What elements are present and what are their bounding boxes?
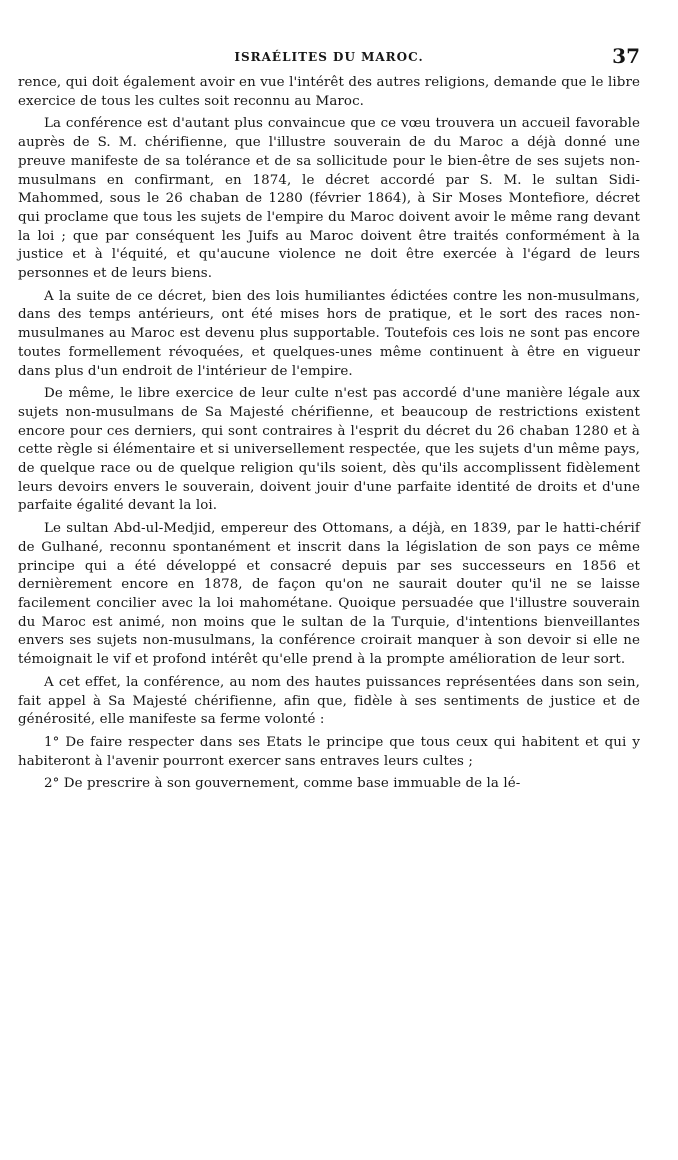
paragraph: De même, le libre exercice de leur culte n'est pas accordé d'une manière légale aux sujets non-musulmans de Sa Majesté chérifienne, et beaucoup de restrictions existent encore pour ces derniers, qui sont contraires à l'esprit du décret du 26 chaban 1280 et à cette règle si élémentaire et si universellement respectée, que les sujets d'un même pays, de quelque race ou de quelque religion qu'ils soient, dès qu'ils accomplissent fidèlement leurs devoirs envers le souverain, doivent jouir d'une parfaite identité de droits et d'une parfaite égalité devant la loi. <box>18 386 640 514</box>
paragraph: La conférence est d'autant plus convaincue que ce vœu trouvera un accueil favorable auprès de S. M. chérifienne, que l'illustre souverain de du Maroc a déjà donné une preuve manifeste de sa tolérance et de sa sollicitude pour le bien-être de ses sujets non-musulmans en confirmant, en 1874, le décret accordé par S. M. le sultan Sidi-Mahommed, sous le 26 chaban de 1280 (février 1864), à Sir Moses Montefiore, décret qui proclame que tous les sujets de l'empire du Maroc doivent avoir le même rang devant la loi ; que par conséquent les Juifs au Maroc doivent être traités conformément à la justice et à l'équité, et qu'aucune violence ne doit être exercée à l'égard de leurs personnes et de leurs biens. <box>18 116 640 282</box>
book-page <box>18 40 640 798</box>
paragraph: Le sultan Abd-ul-Medjid, empereur des Ottomans, a déjà, en 1839, par le hatti-chérif de Gulhané, reconnu spontanément et inscrit dans la législation de son pays ce même principe qui a été développé et consacré depuis par ses successeurs en 1856 et dernièrement encore en 1878, de façon qu'on ne saurait douter qu'il ne se laisse facilement concilier avec la loi mahométane. Quoique persuadée que l'illustre souverain du Maroc est animé, non moins que le sultan de la Turquie, d'intentions bienveillantes envers ses sujets non-musulmans, la conférence croirait manquer à son devoir si elle ne témoignait le vif et profond intérêt qu'elle prend à la prompte amélioration de leur sort. <box>18 521 640 668</box>
list-item: 2° De prescrire à son gouvernement, comme base immuable de la lé- <box>44 776 521 792</box>
running-title: ISRAÉLITES DU MAROC. <box>234 50 424 64</box>
list-item: 1° De faire respecter dans ses Etats le principe que tous ceux qui habitent et qui y habiteront à l'avenir pourront exercer sans entraves leurs cultes ; <box>18 734 640 769</box>
paragraph: A cet effet, la conférence, au nom des hautes puissances représentées dans son sein, fait appel à Sa Majesté chérifienne, afin que, fidèle à ses sentiments de justice et de générosité, elle manifeste sa ferme volonté : <box>18 674 640 728</box>
page-number: 37 <box>612 44 640 68</box>
running-head <box>18 40 640 74</box>
paragraph-continuation: rence, qui doit également avoir en vue l'intérêt des autres religions, demande que le libre exercice de tous les cultes soit reconnu au Maroc. <box>18 75 640 109</box>
body-text <box>18 74 640 794</box>
paragraph: A la suite de ce décret, bien des lois humiliantes édictées contre les non-musulmans, dans des temps antérieurs, ont été mises hors de pratique, et le sort des races non-musulmanes au Maroc est devenu plus supportable. Toutefois ces lois ne sont pas encore toutes formellement révoquées, et quelques-unes même continuent à être en vigueur dans plus d'un endroit de l'intérieur de l'empire. <box>18 288 640 379</box>
